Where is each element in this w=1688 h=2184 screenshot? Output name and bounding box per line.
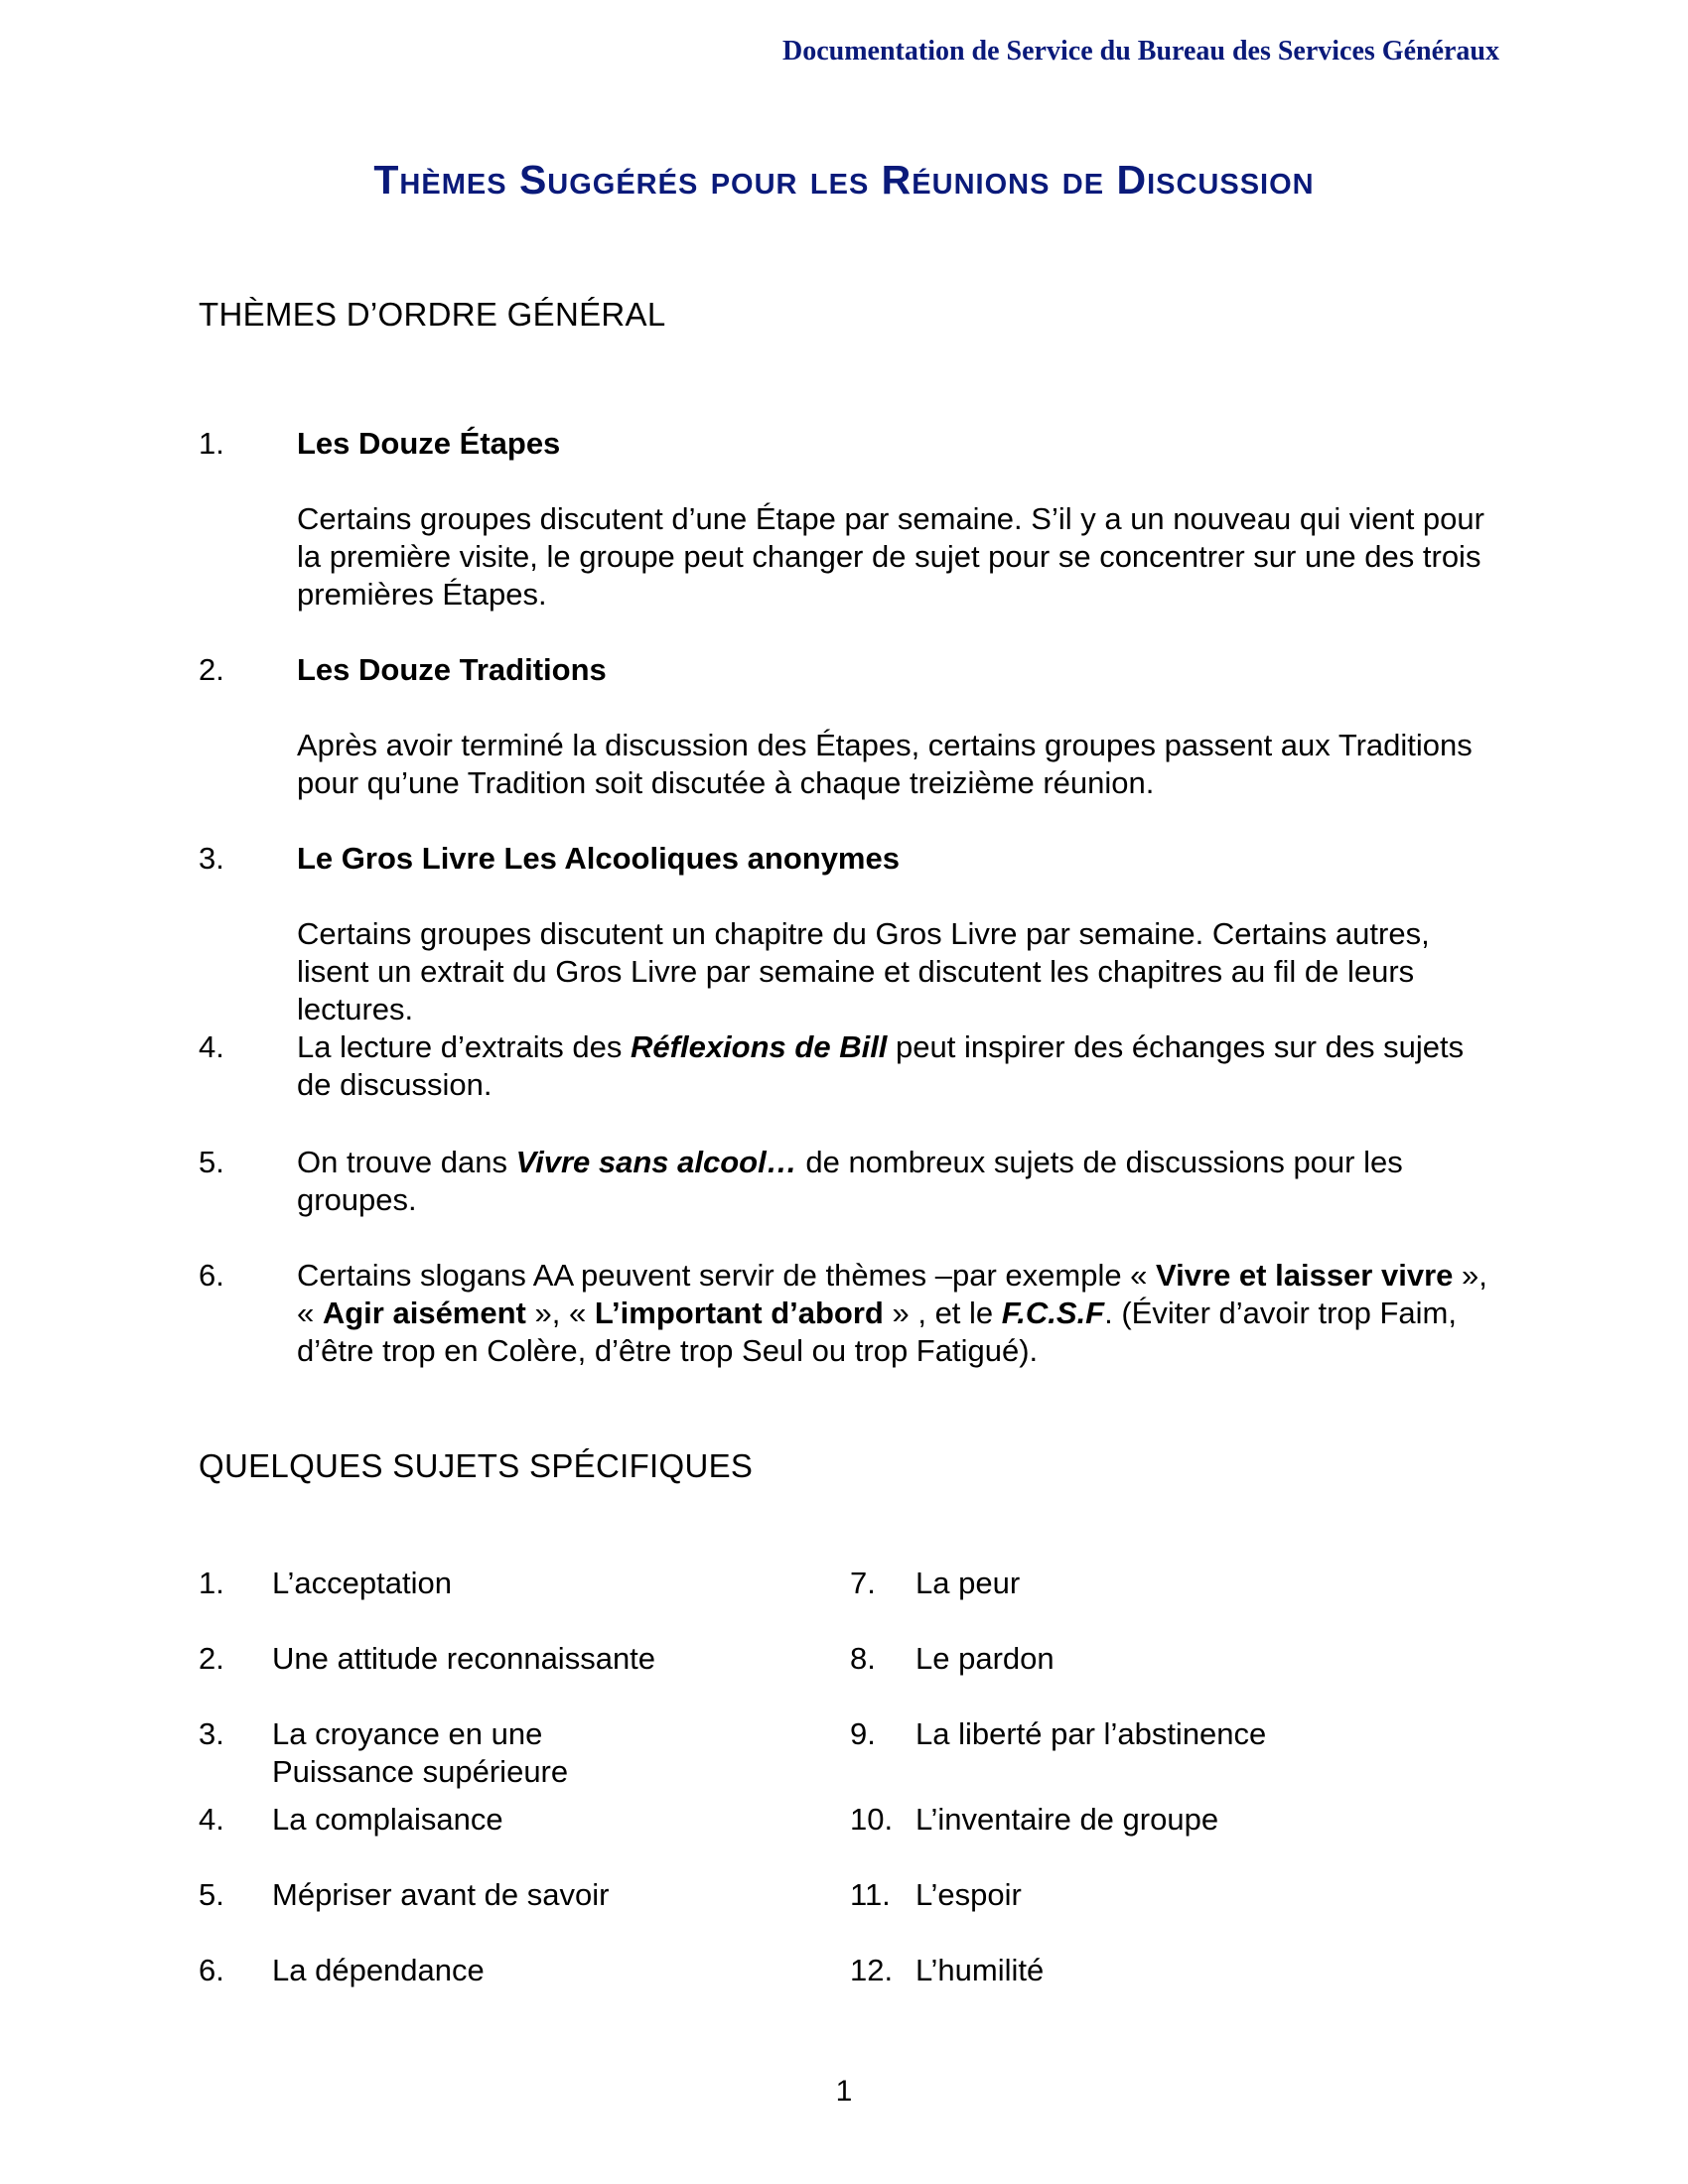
item-heading: Le Gros Livre Les Alcooliques anonymes bbox=[297, 841, 900, 876]
topic-item: 4. La complaisance bbox=[199, 1802, 503, 1837]
topic-item: 8. Le pardon bbox=[850, 1641, 1055, 1676]
page-number: 1 bbox=[835, 2075, 853, 2108]
topic-item: 9. La liberté par l’abstinence bbox=[850, 1716, 1267, 1751]
book-title-vivre-sans-alcool: Vivre sans alcool… bbox=[515, 1145, 797, 1179]
section-heading-specific: QUELQUES SUJETS SPÉCIFIQUES bbox=[199, 1447, 754, 1484]
item-number: 6. bbox=[199, 1258, 224, 1293]
item-heading: Les Douze Traditions bbox=[297, 652, 607, 687]
slogan-vivre: Vivre et laisser vivre bbox=[1156, 1258, 1454, 1293]
item-number: 3. bbox=[199, 841, 224, 876]
item-number: 1. bbox=[199, 426, 224, 461]
general-item-6 bbox=[199, 1257, 1489, 1370]
item-number: 5. bbox=[199, 1145, 224, 1179]
item-number: 4. bbox=[199, 1029, 224, 1064]
topic-item: 7. La peur bbox=[850, 1566, 1021, 1600]
topic-item: 12. L’humilité bbox=[850, 1953, 1045, 1987]
topic-item: 6. La dépendance bbox=[199, 1953, 485, 1987]
topic-item: 3. La croyance en une Puissance supérieure bbox=[199, 1716, 569, 1789]
section-heading-general: THÈMES D’ORDRE GÉNÉRAL bbox=[199, 296, 666, 333]
general-item-1 bbox=[199, 425, 1489, 614]
topic-item: 10. L’inventaire de groupe bbox=[850, 1802, 1219, 1837]
item-text: Après avoir terminé la discussion des Étapes, certains groupes passent aux Traditions pour qu’une Tradition soit discutée à chaque treizième réunion. bbox=[297, 728, 1473, 800]
item-text: La lecture d’extraits des Réflexions de Bill peut inspirer des échanges sur des sujets de discussion. bbox=[297, 1029, 1465, 1102]
topic-item: 5. Mépriser avant de savoir bbox=[199, 1877, 610, 1912]
item-text: Certains groupes discutent d’une Étape par semaine. S’il y a un nouveau qui vient pour la première visite, le groupe peut changer de sujet pour se concentrer sur une des trois premières Étapes. bbox=[297, 501, 1484, 612]
book-title-reflexions: Réflexions de Bill bbox=[631, 1029, 888, 1064]
acronym-fcsf: F.C.S.F bbox=[1001, 1296, 1105, 1330]
running-header: Documentation de Service du Bureau des Services Généraux bbox=[782, 36, 1499, 67]
topic-item: 2. Une attitude reconnaissante bbox=[199, 1641, 656, 1676]
topic-item: 1. L’acceptation bbox=[199, 1566, 452, 1600]
slogan-important: L’important d’abord bbox=[594, 1296, 884, 1330]
general-item-4 bbox=[199, 1028, 1489, 1104]
item-text: Certains groupes discutent un chapitre du Gros Livre par semaine. Certains autres, lisent un extrait du Gros Livre par semaine et discutent les chapitres au fil de leurs lectures. bbox=[297, 916, 1430, 1026]
general-item-5 bbox=[199, 1144, 1489, 1219]
topic-item: 11. L’espoir bbox=[850, 1877, 1022, 1912]
item-heading: Les Douze Étapes bbox=[297, 426, 561, 461]
item-number: 2. bbox=[199, 652, 224, 687]
document-title: Thèmes Suggérés pour les Réunions de Discussion bbox=[373, 157, 1315, 203]
general-item-3 bbox=[199, 840, 1489, 1028]
item-text: Certains slogans AA peuvent servir de thèmes –par exemple « Vivre et laisser vivre », « Agir aisément », « L’important d’abord » , et le F.C.S.F. (Éviter d’avoir trop Faim, d’être trop en Colère, d’être trop Seul ou trop Fatigué). bbox=[297, 1258, 1487, 1368]
item-text: On trouve dans Vivre sans alcool… de nombreux sujets de discussions pour les groupes. bbox=[297, 1145, 1403, 1217]
general-item-2 bbox=[199, 651, 1489, 802]
slogan-agir: Agir aisément bbox=[322, 1296, 526, 1330]
